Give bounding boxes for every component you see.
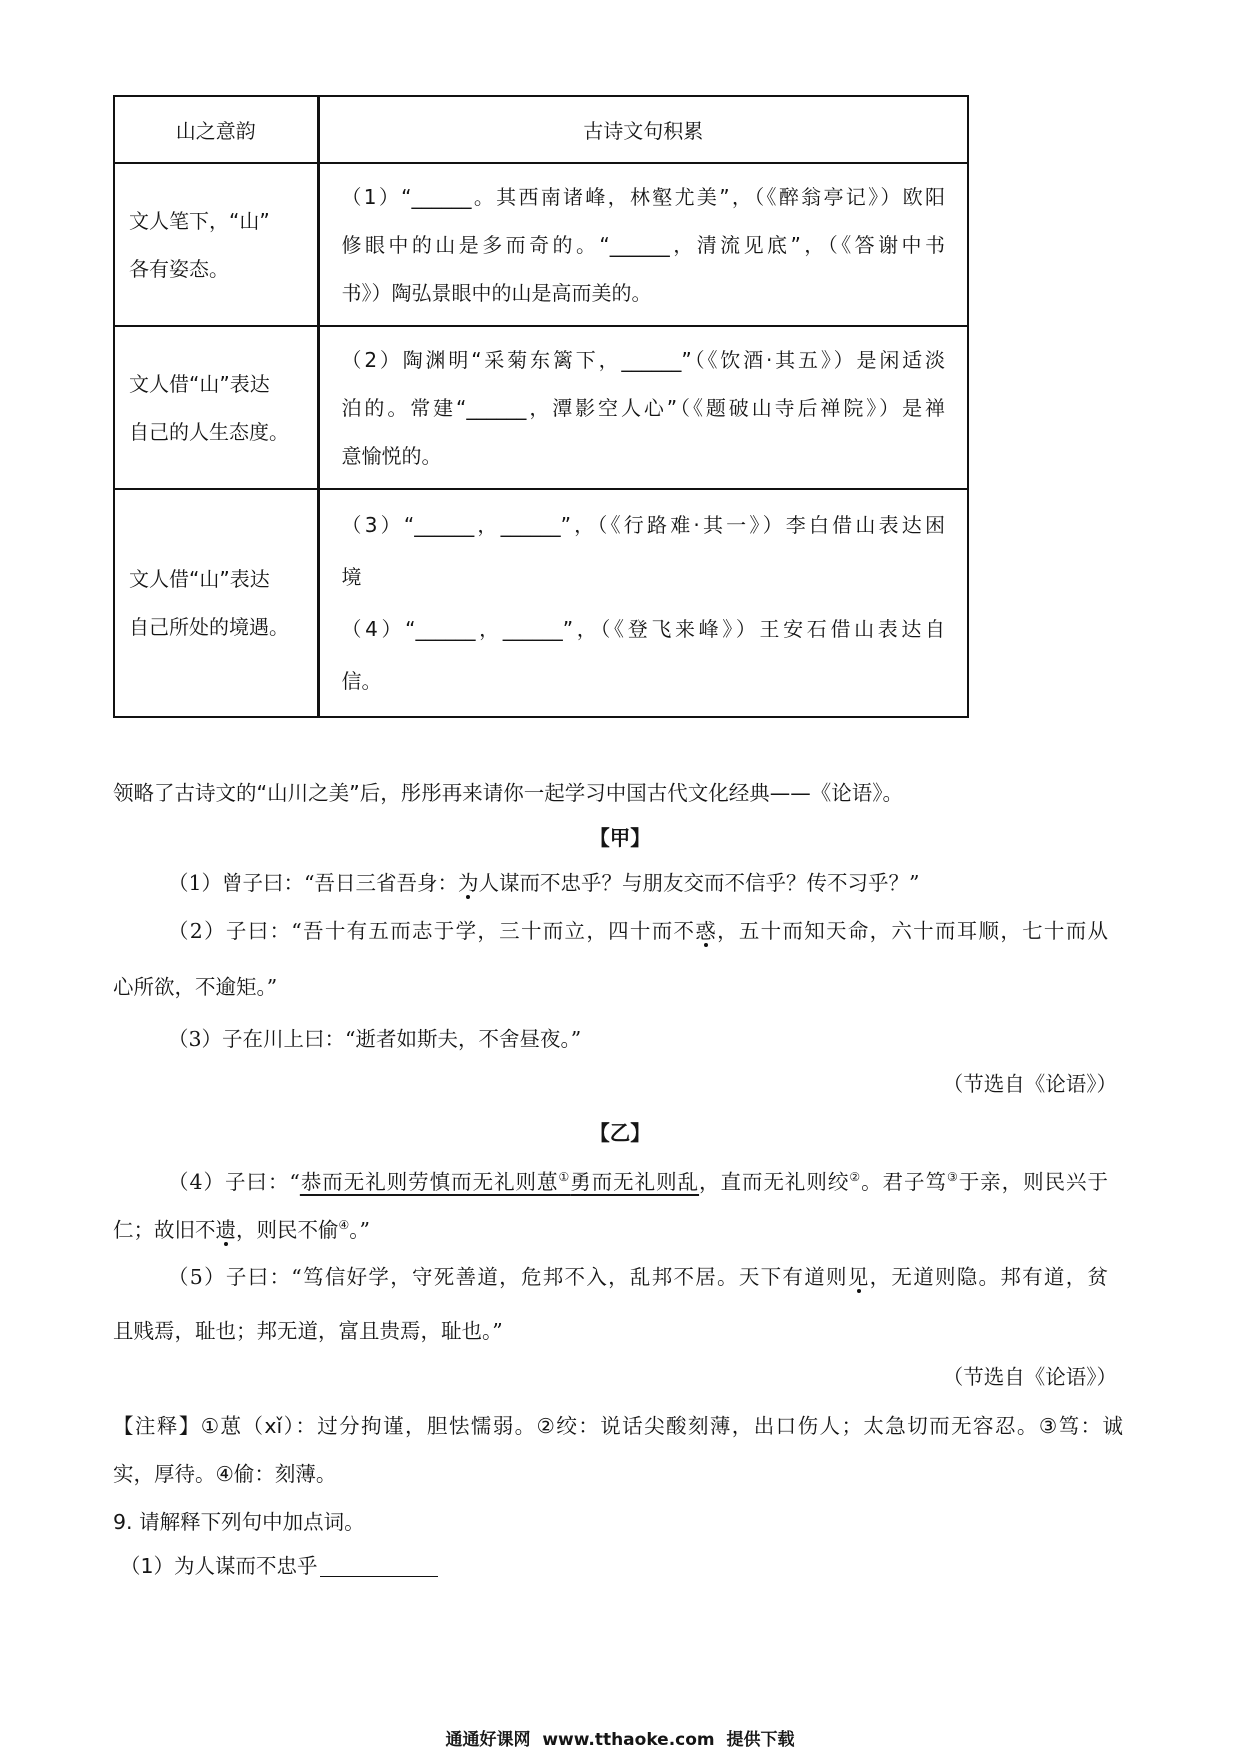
text-segment: ，则民不偷 [236,1218,339,1242]
jia-passage-3: （3）子在川上曰：“逝者如斯夫，不舍昼夜。” [168,1027,582,1051]
text-segment: ，直而无礼则绞 [699,1170,850,1194]
jia-passage-2-cont: 心所欲，不逾矩。” [113,975,278,999]
text-segment: 勇而无礼则乱 [570,1170,700,1194]
text-segment: 恭而无礼则劳慎而无礼则葸 [299,1170,559,1194]
question-title: 9. 请解释下列句中加点词。 [113,1510,365,1534]
text-segment: 。” [349,1218,370,1242]
text-segment: 。君子笃 [861,1170,947,1194]
poem-line: 意愉悦的。 [341,443,442,468]
theme-line: 文人借“山”表达 [129,567,270,591]
jia-passage-2 [168,915,1108,947]
answer-blank [320,1554,438,1577]
header-poems: 古诗文句积累 [318,96,968,163]
underlined-sentence [300,1170,699,1194]
text-segment: 于亲，则民兴于 [958,1170,1109,1194]
poem-cell [318,163,968,326]
footnote-marker: ④ [338,1218,350,1232]
question-item [120,1550,438,1582]
table-row [114,163,968,326]
text-segment: 人谋而不忠乎？与朋友交而不信乎？传不习乎？” [478,871,920,895]
footnote-marker: ② [849,1170,862,1184]
page-footer: 通通好课网 www.tthaoke.com 提供下载 [445,1730,795,1750]
dotted-word: 惑 [695,919,718,943]
table-row [114,326,968,489]
section-title-yi: 【乙】 [589,1121,651,1145]
theme-line: 自己的人生态度。 [129,419,289,444]
text-segment: （2）子曰：“吾十有五而志于学，三十而立，四十而不 [168,919,696,943]
section-title-jia: 【甲】 [589,826,651,850]
poem-line: 信。 [341,669,382,693]
footnote-marker: ③ [946,1170,959,1184]
header-theme: 山之意韵 [114,96,318,163]
poem-line: （2）陶渊明“采菊东篱下，______”（《饮酒·其五》）是闲适淡 [341,347,945,372]
jia-passage-1 [168,867,920,899]
source-citation: （节选自《论语》） [942,1365,1117,1389]
theme-line: 文人笔下，“山” [129,208,270,233]
text-segment: ，无道则隐。邦有道，贫 [869,1265,1109,1289]
dotted-word: 为 [458,871,479,895]
poem-line: （4）“______，______”，（《登飞来峰》）王安石借山表达自 [341,617,945,641]
table-header-row [114,96,968,163]
text-segment: （4）子曰：“ [168,1170,300,1194]
source-citation: （节选自《论语》） [942,1072,1117,1096]
poem-line: 修眼中的山是多而奇的。“______，清流见底”，（《答谢中书 [341,232,945,257]
poem-line: 书》）陶弘景眼中的山是高而美的。 [341,280,652,305]
theme-line: 自己所处的境遇。 [129,615,289,639]
poem-line: （3）“______，______”，（《行路难·其一》）李白借山表达困 [341,513,945,537]
dotted-word: 遗 [215,1218,236,1242]
theme-line: 文人借“山”表达 [129,371,270,396]
poem-line: （1）“______。其西南诸峰，林壑尤美”，（《醉翁亭记》）欧阳 [341,184,945,209]
yi-passage-4 [168,1166,1108,1198]
theme-cell [114,489,318,717]
yi-passage-4-cont [113,1214,370,1246]
intro-paragraph: 领略了古诗文的“山川之美”后，彤彤再来请你一起学习中国古代文化经典——《论语》。 [113,781,903,805]
dotted-word: 见 [847,1265,870,1289]
question-item-text: （1）为人谋而不忠乎 [120,1554,318,1578]
poem-table [113,95,969,718]
text-segment: （5）子曰：“笃信好学，守死善道，危邦不入，乱邦不居。天下有道则 [168,1265,848,1289]
text-segment: （1）曾子曰：“吾日三省吾身： [168,871,459,895]
yi-passage-5 [168,1261,1108,1293]
text-segment: ，五十而知天命，六十而耳顺，七十而从 [717,919,1109,943]
poem-cell [318,326,968,489]
table-row [114,489,968,717]
footnote-marker: ① [558,1170,571,1184]
poem-cell [318,489,968,717]
theme-cell [114,163,318,326]
text-segment: 仁；故旧不 [113,1218,216,1242]
theme-line: 各有姿态。 [129,256,229,281]
poem-line: 境 [341,565,362,589]
notes-line: 【注释】①葸（xǐ）：过分拘谨，胆怯懦弱。②绞：说话尖酸刻薄，出口伤人；太急切而无容忍。③笃：诚 [113,1414,1123,1438]
notes-line: 实，厚待。④偷：刻薄。 [113,1462,337,1486]
theme-cell [114,326,318,489]
poem-line: 泊的。常建“______，潭影空人心”（《题破山寺后禅院》）是禅 [341,395,945,420]
yi-passage-5-cont: 且贱焉，耻也；邦无道，富且贵焉，耻也。” [113,1319,503,1343]
